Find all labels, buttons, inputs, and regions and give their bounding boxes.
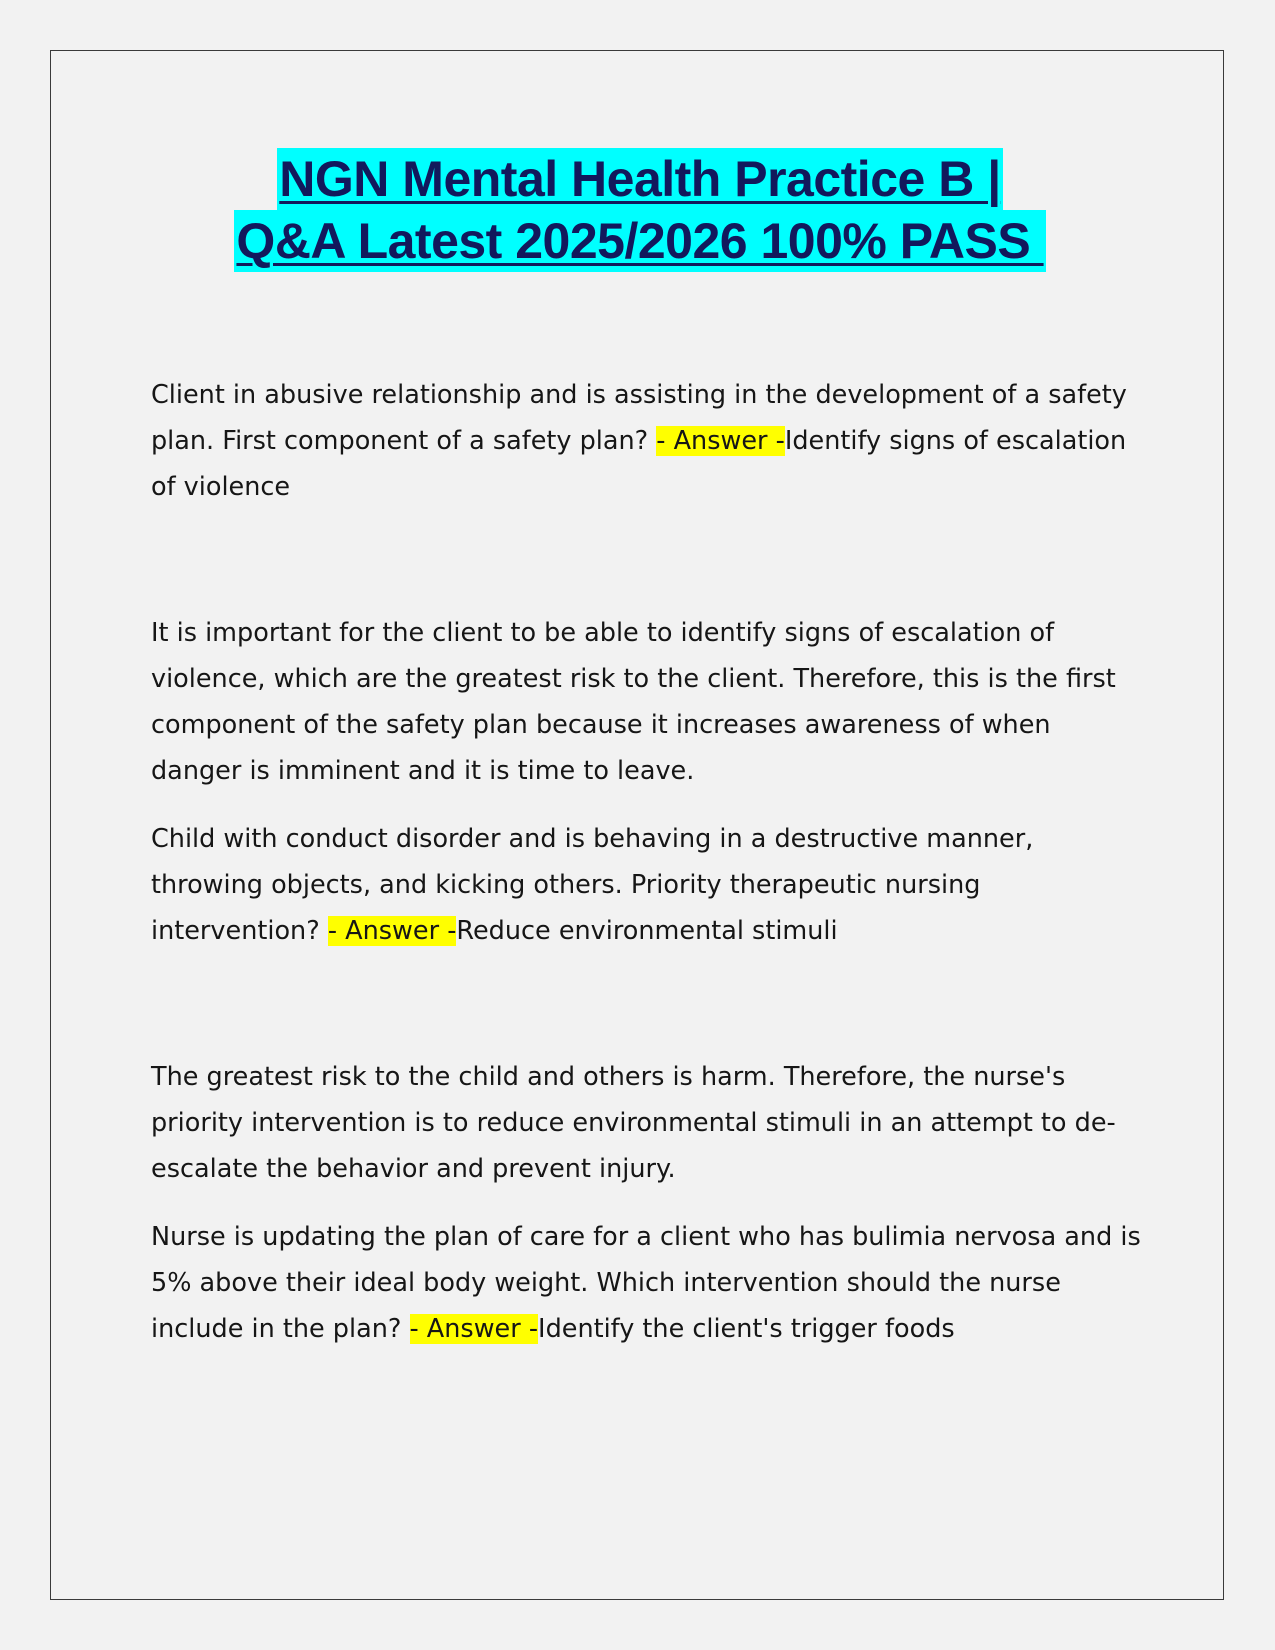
answer-text: Reduce environmental stimuli [456,916,838,946]
spacer [151,794,1141,816]
answer-text: Identify the client's trigger foods [538,1314,955,1344]
answer-marker: - Answer - [327,916,457,946]
question-text: Child with conduct disorder and is behaving in a destructive manner, throwing objects, and kicking others. Priority therapeutic nursing intervention? [151,824,1034,946]
answer-text: Identify signs of escalation of violence [151,426,1127,502]
question-text: Client in abusive relationship and is assisting in the development of a safety plan. First component of a safety plan? [151,380,1127,456]
rationale-2: The greatest risk to the child and others is harm. Therefore, the nurse's priority intervention is to reduce environmental stimuli in an attempt to de-escalate the behavior and prevent injury. [151,1062,1116,1184]
title-line-2: Q&A Latest 2025/2026 100% PASS [234,210,1045,272]
spacer [151,1192,1141,1214]
question-1 [151,372,1141,510]
answer-marker: - Answer - [656,426,785,456]
question-3 [151,1214,1141,1352]
spacer [151,954,1141,1054]
title-line-1: NGN Mental Health Practice B | [277,148,1002,210]
document-body [151,372,1141,1352]
answer-marker: - Answer - [409,1314,539,1344]
question-2 [151,816,1141,954]
document-title [150,148,1130,272]
rationale-1: It is important for the client to be able to identify signs of escalation of violence, which are the greatest risk to the client. Therefore, this is the first component of the safety plan because it increases awareness of when danger is imminent and it is time to leave. [151,618,1116,786]
question-text: Nurse is updating the plan of care for a client who has bulimia nervosa and is 5% above their ideal body weight. Which intervention should the nurse include in the plan? [151,1222,1141,1344]
spacer [151,510,1141,610]
